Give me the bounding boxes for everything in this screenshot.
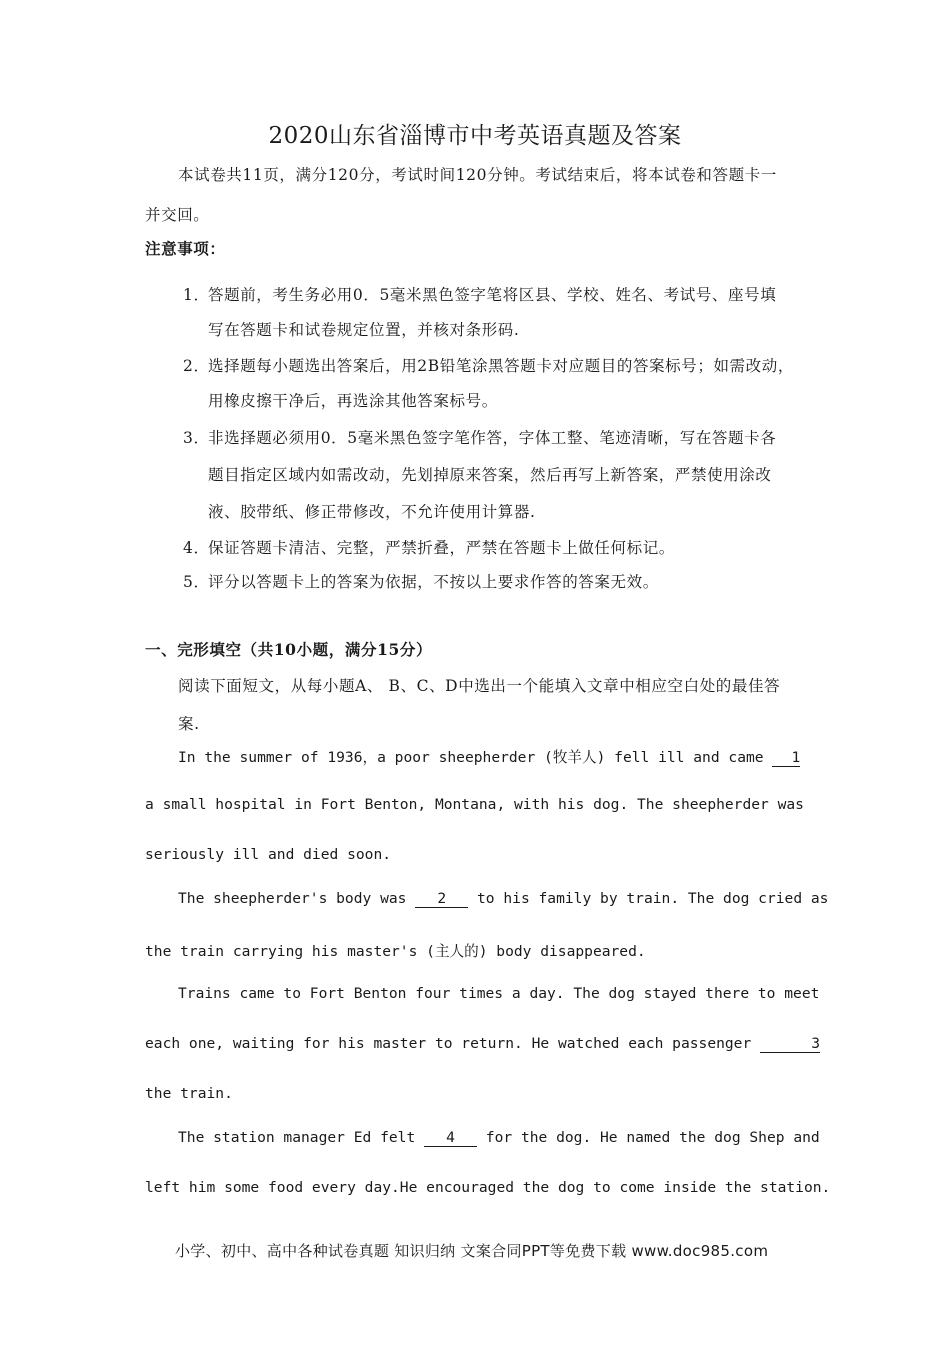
section-instruction-line-1: 阅读下面短文，从每小题A、 B、C、D中选出一个能填入文章中相应空白处的最佳答 — [178, 677, 781, 695]
section-heading: 一、完形填空（共10小题，满分15分） — [145, 640, 433, 659]
notice-item-2-line-2: 用橡皮擦干净后，再选涂其他答案标号。 — [208, 392, 498, 410]
passage-text: The sheepherder's body was — [178, 890, 416, 907]
notice-item-4-line-1: 保证答题卡清洁、完整，严禁折叠，严禁在答题卡上做任何标记。 — [208, 539, 675, 557]
notice-item-4-num: 4． — [183, 539, 210, 557]
passage-text: for the dog. He named the dog Shep and — [477, 1129, 820, 1146]
notice-item-3-line-1: 非选择题必须用0．5毫米黑色签字笔作答，字体工整、笔迹清晰，写在答题卡各 — [208, 429, 777, 447]
passage-text: In the summer of 1936，a poor sheepherder (牧羊人) fell ill and came — [178, 749, 773, 766]
passage-line — [178, 1129, 820, 1147]
passage-line: seriously ill and died soon. — [145, 846, 392, 863]
passage-text: to his family by train. The dog cried as — [468, 890, 829, 907]
passage-line — [145, 1035, 820, 1053]
passage-line: the train carrying his master's (主人的) body disappeared. — [145, 943, 646, 960]
blank-1: 1 — [772, 750, 800, 767]
passage-line — [178, 746, 800, 767]
notice-heading: 注意事项： — [145, 239, 226, 258]
notice-item-5-num: 5． — [183, 573, 210, 591]
page-title: 2020山东省淄博市中考英语真题及答案 — [268, 123, 682, 149]
passage-line: left him some food every day.He encouraged the dog to come inside the station. — [145, 1179, 831, 1196]
notice-item-3-line-2: 题目指定区域内如需改动，先划掉原来答案，然后再写上新答案，严禁使用涂改 — [208, 466, 772, 484]
page-footer: 小学、初中、高中各种试卷真题 知识归纳 文案合同PPT等免费下载 www.doc985.com — [175, 1242, 769, 1260]
section-instruction-line-2: 案. — [178, 715, 200, 733]
blank-2: 2 — [415, 891, 468, 908]
passage-text: The station manager Ed felt — [178, 1129, 425, 1146]
notice-item-2-num: 2． — [183, 357, 210, 375]
notice-item-2-line-1: 选择题每小题选出答案后，用2B铅笔涂黑答题卡对应题目的答案标号；如需改动， — [208, 357, 794, 375]
notice-item-1-num: 1． — [183, 286, 210, 304]
intro-line-1: 本试卷共11页，满分120分，考试时间120分钟。考试结束后，将本试卷和答题卡一 — [178, 166, 777, 184]
notice-item-1-line-1: 答题前，考生务必用0．5毫米黑色签字笔将区县、学校、姓名、考试号、座号填 — [208, 286, 777, 304]
passage-line: the train. — [145, 1085, 233, 1102]
passage-line: a small hospital in Fort Benton, Montana, with his dog. The sheepherder was — [145, 796, 804, 813]
blank-4: 4 — [424, 1130, 477, 1147]
passage-text: each one, waiting for his master to return. He watched each passenger — [145, 1035, 761, 1052]
notice-item-3-num: 3． — [183, 429, 210, 447]
notice-item-3-line-3: 液、胶带纸、修正带修改，不允许使用计算器. — [208, 503, 536, 521]
notice-item-5-line-1: 评分以答题卡上的答案为依据，不按以上要求作答的答案无效。 — [208, 573, 659, 591]
passage-line: Trains came to Fort Benton four times a day. The dog stayed there to meet — [178, 985, 820, 1002]
passage-line — [178, 890, 828, 908]
notice-item-1-line-2: 写在答题卡和试卷规定位置，并核对条形码. — [208, 321, 520, 339]
blank-3: 3 — [760, 1036, 820, 1053]
intro-line-2: 并交回。 — [145, 206, 210, 224]
